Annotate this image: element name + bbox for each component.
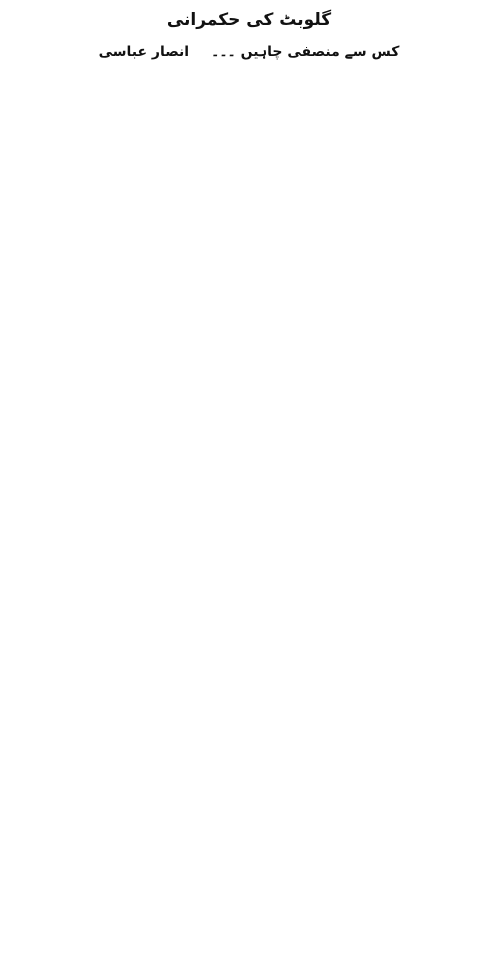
article-headline: کس سے منصفی چاہیں ۔۔۔	[211, 44, 400, 60]
article-title: گلوبٹ کی حکمرانی	[166, 10, 332, 30]
headline-row	[6, 42, 492, 62]
article-column	[6, 4, 492, 972]
article-byline: انصار عباسی	[98, 44, 190, 60]
